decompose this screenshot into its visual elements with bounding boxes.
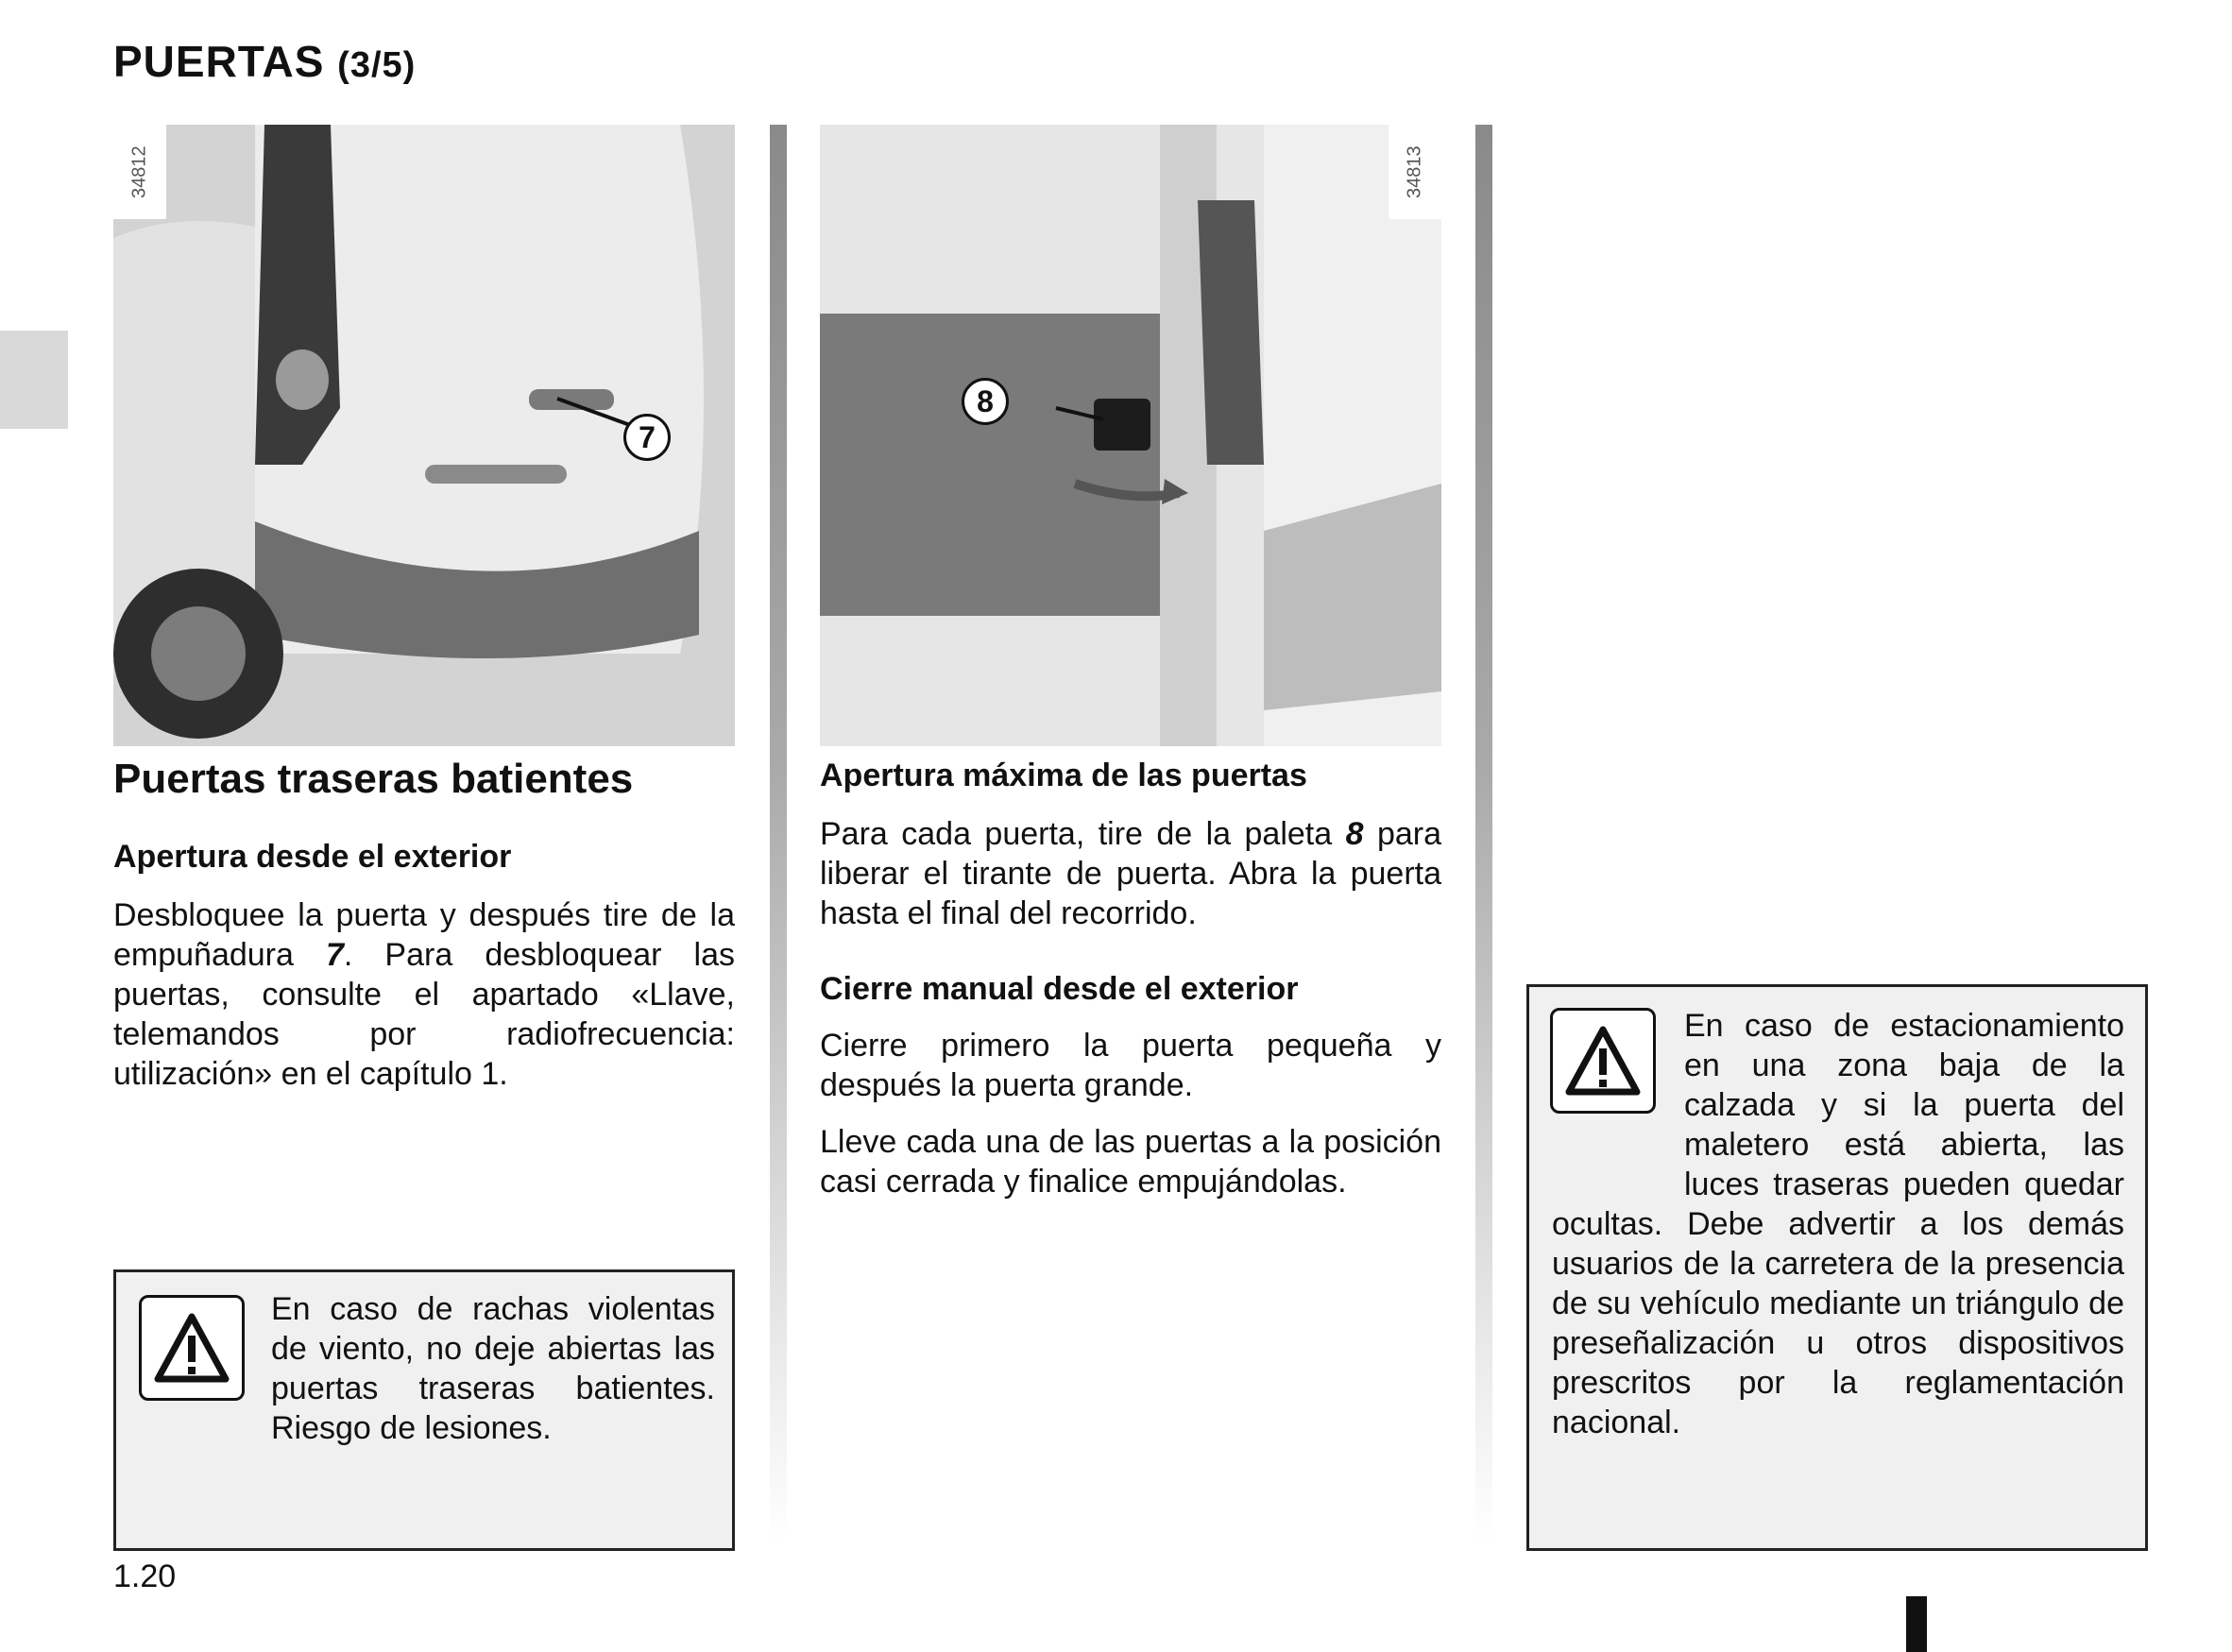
ref-7: 7 (326, 937, 344, 973)
page-title (113, 36, 416, 87)
subheading-exterior-opening: Apertura desde el exterior (113, 839, 512, 875)
paragraph-text-a: Desbloquee la puerta y después tire de la empuñadura (113, 897, 735, 973)
figure-id-left: 34812 (113, 125, 166, 219)
figure-rear-doors (113, 125, 735, 746)
paragraph-closing-order: Cierre primero la puerta pequeña y después la puerta grande. (820, 1028, 1441, 1103)
paragraph-closing-push: Lleve cada una de las puertas a la posición casi cerrada y finalice empujándolas. (820, 1124, 1441, 1200)
page-title-text: PUERTAS (113, 37, 325, 86)
paragraph-exterior-opening (113, 895, 735, 1094)
section-heading: Puertas traseras batientes (113, 756, 634, 802)
paragraph-max-opening (820, 814, 1441, 933)
page-title-part: (3/5) (337, 45, 417, 85)
page-number: 1.20 (113, 1558, 177, 1594)
warning-text-wind: En caso de rachas violentas de viento, no deje abiertas las puertas traseras batientes. Riesgo de lesiones. (271, 1291, 715, 1446)
figure-id-middle: 34813 (1389, 125, 1441, 219)
paragraph-text-b: para liberar el tirante de puerta. Abra la puerta hasta el final del recorrido. (820, 816, 1441, 931)
warning-box-parking (1526, 984, 2148, 1551)
subheading-max-opening: Apertura máxima de las puertas (820, 758, 1307, 793)
subheading-manual-closing: Cierre manual desde el exterior (820, 971, 1299, 1007)
page-edge-mark (1906, 1596, 1927, 1652)
figure-door-strap (820, 125, 1441, 746)
callout-8: 8 (962, 378, 1009, 425)
warning-text-parking-body: En caso de estacionamiento en una zona baja de la calzada y si la puerta del maletero está abierta, las luces traseras pueden quedar ocultas. Debe advertir a los demás usuarios de la carretera de la presencia de su vehículo mediante un triángulo de preseñalización u otros dispositivos prescritos por la reglamentación nacional. (1552, 1008, 2124, 1440)
paragraph-text-a: Para cada puerta, tire de la paleta (820, 816, 1346, 852)
warning-triangle-icon (139, 1295, 245, 1401)
paragraph-text-b: . Para desbloquear las puertas, consulte el apartado «Llave, telemandos por radiofrecuencia: utilización» en el capítulo 1. (113, 937, 736, 1092)
ref-8: 8 (1345, 816, 1364, 852)
warning-text-parking (1552, 1006, 2124, 1442)
warning-box-wind (113, 1269, 735, 1551)
door-interior-illustration (820, 125, 1441, 746)
icon-spacer (1552, 1006, 1684, 1168)
callout-7: 7 (623, 414, 671, 461)
chapter-side-tab (0, 331, 68, 429)
column-separator-left (770, 125, 787, 1541)
column-separator-right (1475, 125, 1492, 1541)
